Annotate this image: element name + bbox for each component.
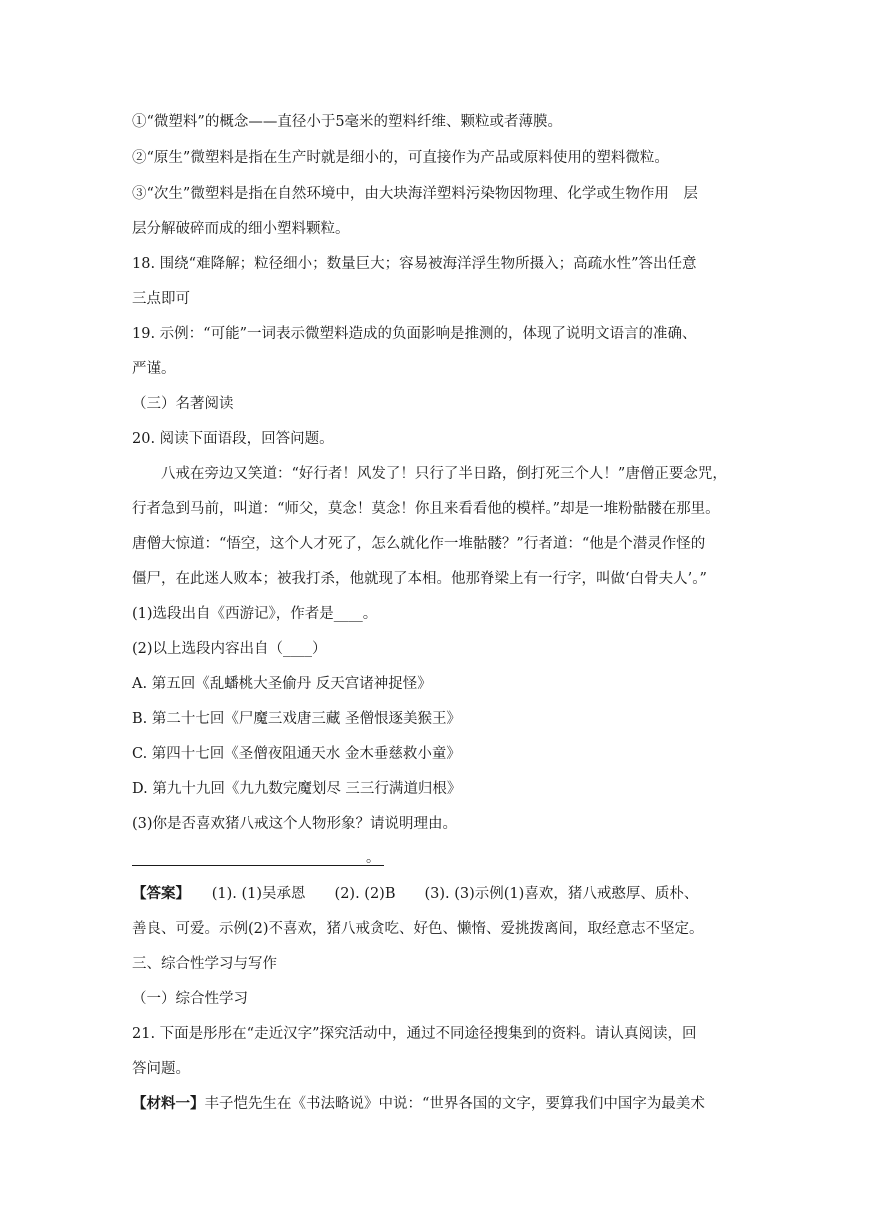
- text-line: ②“原生”微塑料是指在生产时就是细小的，可直接作为产品或原料使用的塑料微粒。: [132, 150, 669, 166]
- question-21-line: 21. 下面是彤彤在“走近汉字”探究活动中，通过不同途径搜集到的资料。请认真阅读，回: [132, 1026, 697, 1042]
- material-label: 【材料一】: [132, 1095, 205, 1112]
- question-part-3: (3)你是否喜欢猪八戒这个人物形象？请说明理由。: [132, 816, 458, 832]
- answer-line: 善良、可爱。示例(2)不喜欢，猪八戒贪吃、好色、懒惰、爱挑拨离间，取经意志不坚定。: [132, 921, 704, 937]
- question-part-2: (2)以上选段内容出自（____）: [132, 641, 327, 657]
- subsection-heading: （一）综合性学习: [132, 991, 248, 1007]
- text-line: ①“微塑料”的概念——直径小于5毫米的塑料纤维、颗粒或者薄膜。: [132, 114, 563, 130]
- passage-line: 唐僧大惊道：“悟空，这个人才死了，怎么就化作一堆骷髅？”行者道：“他是个潜灵作怪的: [132, 536, 706, 552]
- option-a: A. 第五回《乱蟠桃大圣偷丹 反天宫诸神捉怪》: [132, 676, 432, 692]
- blank-rule: [132, 865, 384, 866]
- section-heading: （三）名著阅读: [132, 396, 234, 412]
- material-line: [132, 1094, 705, 1114]
- material-text: 丰子恺先生在《书法略说》中说：“世界各国的文字，要算我们中国字为最美术: [204, 1096, 705, 1112]
- passage-line: 僵尸，在此迷人败本；被我打杀，他就现了本相。他那脊梁上有一行字，叫做‘白骨夫人’。”: [132, 571, 707, 587]
- answer-label: 【答案】: [132, 885, 183, 902]
- passage-line: 行者急到马前，叫道：“师父，莫念！莫念！你且来看看他的模样。”却是一堆粉骷髅在那里。: [132, 501, 720, 517]
- answer-text: (1). (1)吴承恩 (2). (2)B (3). (3)示例(1)喜欢，猪八戒憨厚、质朴、: [182, 886, 699, 902]
- answer-blank-line: [132, 852, 384, 866]
- question-part-1: (1)选段出自《西游记》，作者是____。: [132, 606, 378, 622]
- answer-19-line: 19. 示例：“可能”一词表示微塑料造成的负面影响是推测的，体现了说明文语言的准确、: [132, 326, 697, 342]
- answer-line: [132, 884, 698, 904]
- blank-period: 。: [366, 850, 380, 866]
- answer-18-line: 18. 围绕“难降解；粒径细小；数量巨大；容易被海洋浮生物所摄入；高疏水性”答出任意: [132, 256, 697, 272]
- option-b: B. 第二十七回《尸魔三戏唐三藏 圣僧恨逐美猴王》: [132, 711, 461, 727]
- section-heading: 三、综合性学习与写作: [132, 956, 277, 972]
- option-c: C. 第四十七回《圣僧夜阻通天水 金木垂慈救小童》: [132, 746, 461, 762]
- passage-line: 八戒在旁边又笑道：“好行者！风发了！只行了半日路，倒打死三个人！”唐僧正要念咒，: [161, 466, 727, 482]
- option-d: D. 第九十九回《九九数完魔划尽 三三行满道归根》: [132, 781, 462, 797]
- text-line: ③“次生”微塑料是指在自然环境中，由大块海洋塑料污染物因物理、化学或生物作用 层: [132, 186, 698, 202]
- text-line: 层分解破碎而成的细小塑料颗粒。: [132, 221, 350, 237]
- answer-19-line: 严谨。: [132, 361, 176, 377]
- question-21-line: 答问题。: [132, 1061, 190, 1077]
- question-20-title: 20. 阅读下面语段，回答问题。: [132, 431, 334, 447]
- answer-18-line: 三点即可: [132, 291, 190, 307]
